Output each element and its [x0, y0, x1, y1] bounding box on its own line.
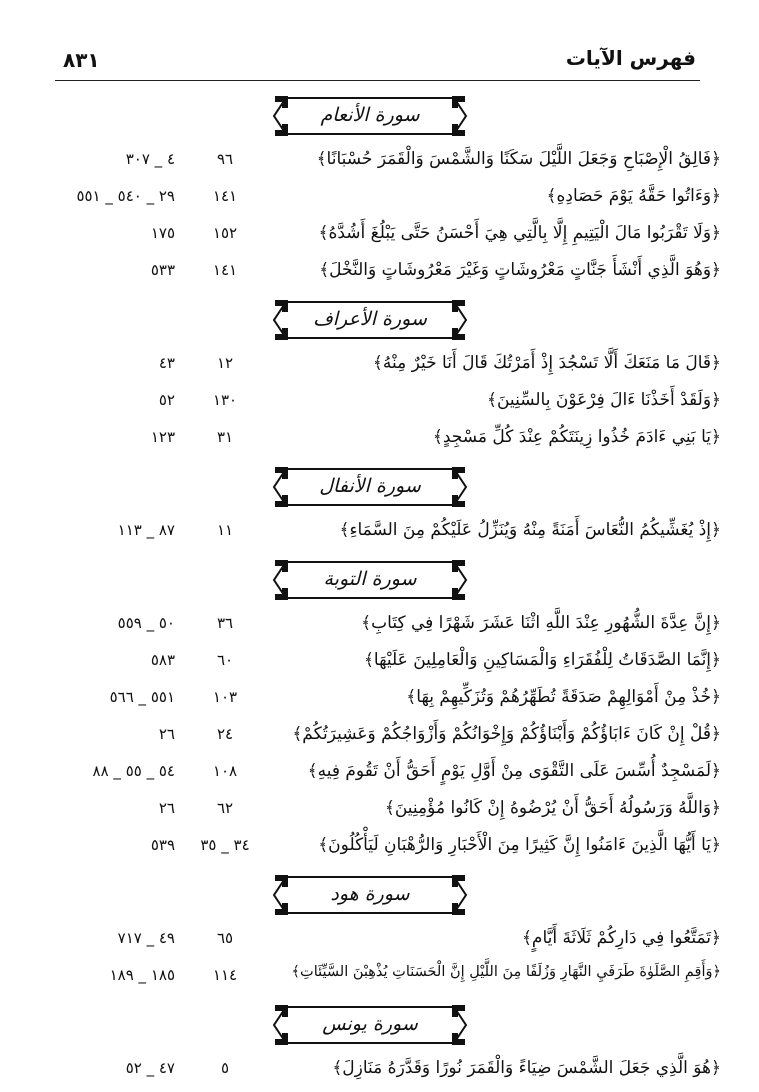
surah-banner	[272, 556, 468, 604]
page-number: ٨٣١	[63, 48, 100, 72]
verse-number: ١٠٣	[212, 688, 238, 706]
page-references: ٥٠ _ ٥٥٩	[117, 614, 175, 632]
verse-number: ١٥٢	[212, 224, 238, 242]
verse-number: ١٢	[216, 354, 234, 372]
surah-banner	[272, 871, 468, 919]
verse-text: ﴿إِذْ يُغَشِّيكُمُ النُّعَاسَ أَمَنَةً مِنْهُ وَيُنَزِّلُ عَلَيْكُمْ مِنَ السَّمَاءِ﴾	[339, 520, 721, 540]
page-references: ٤ _ ٣٠٧	[125, 150, 175, 168]
surah-banner	[272, 463, 468, 511]
verse-number: ٢٤	[216, 725, 234, 743]
verse-row	[0, 682, 759, 719]
verse-number: ٥	[220, 1059, 230, 1077]
surah-banner	[272, 1001, 468, 1049]
surah-banner	[272, 296, 468, 344]
verse-text: ﴿فَالِقُ الْإِصْبَاحِ وَجَعَلَ اللَّيْلَ سَكَنًا وَالشَّمْسَ وَالْقَمَرَ حُسْبَانًا﴾	[316, 149, 721, 169]
verse-number: ٦٠	[216, 651, 234, 669]
verse-number: ٣٦	[216, 614, 234, 632]
verse-text: ﴿لَمَسْجِدٌ أُسِّسَ عَلَى التَّقْوَى مِنْ أَوَّلِ يَوْمٍ أَحَقُّ أَنْ تَقُومَ فِيهِ﴾	[307, 761, 721, 781]
surah-title: سورة الأنفال	[319, 475, 421, 497]
page-references: ٥٥١ _ ٥٦٦	[109, 688, 175, 706]
verse-row	[0, 830, 759, 867]
verse-row	[0, 144, 759, 181]
verse-row	[0, 255, 759, 292]
page-references: ٢٦	[158, 799, 175, 817]
verse-number: ١٠٨	[212, 762, 238, 780]
verse-number: ١٤١	[212, 261, 238, 279]
verse-row	[0, 515, 759, 552]
verse-row	[0, 348, 759, 385]
page-references: ١٧٥	[150, 224, 175, 242]
verse-text: ﴿يَا أَيُّهَا الَّذِينَ ءَامَنُوا إِنَّ كَثِيرًا مِنَ الْأَحْبَارِ وَالرُّهْبَانِ لَيَأْكُلُونَ﴾	[318, 835, 721, 855]
verse-index	[0, 88, 759, 1090]
page-references: ٤٧ _ ٥٢	[125, 1059, 175, 1077]
verse-row	[0, 422, 759, 459]
verse-row	[0, 608, 759, 645]
page-references: ٥٤ _ ٥٥ _ ٨٨	[92, 762, 175, 780]
surah-title: سورة يونس	[322, 1013, 418, 1035]
page-header	[55, 44, 700, 81]
surah-header	[0, 292, 759, 348]
verse-text: ﴿تَمَتَّعُوا فِي دَارِكُمْ ثَلَاثَةَ أَيَّامٍ﴾	[521, 928, 721, 948]
verse-text: ﴿وَأَقِمِ الصَّلَوٰةَ طَرَفَيِ النَّهَارِ وَزُلَفًا مِنَ اللَّيْلِ إِنَّ الْحَسَنَاتِ يُذْهِبْنَ السَّيِّئَاتِ﴾	[291, 964, 721, 980]
verse-text: ﴿قَالَ مَا مَنَعَكَ أَلَّا تَسْجُدَ إِذْ أَمَرْتُكَ قَالَ أَنَا خَيْرٌ مِنْهُ﴾	[372, 353, 721, 373]
page-references: ٥٨٣	[150, 651, 175, 669]
verse-text: ﴿وَهُوَ الَّذِي أَنْشَأَ جَنَّاتٍ مَعْرُوشَاتٍ وَغَيْرَ مَعْرُوشَاتٍ وَالنَّخْلَ﴾	[319, 260, 721, 280]
verse-text: ﴿إِنَّ عِدَّةَ الشُّهُورِ عِنْدَ اللَّهِ اثْنَا عَشَرَ شَهْرًا فِي كِتَابِ﴾	[361, 613, 721, 633]
page-references: ٤٩ _ ٧١٧	[117, 929, 175, 947]
verse-number: ٦٥	[216, 929, 234, 947]
page-references: ٤٣	[158, 354, 175, 372]
verse-text: ﴿وَلَقَدْ أَخَذْنَا ءَالَ فِرْعَوْنَ بِالسِّنِينَ﴾	[487, 390, 721, 410]
verse-number: ١١	[216, 521, 234, 539]
verse-text: ﴿يَا بَنِي ءَادَمَ خُذُوا زِينَتَكُمْ عِنْدَ كُلِّ مَسْجِدٍ﴾	[432, 427, 721, 447]
surah-header	[0, 88, 759, 144]
verse-text: ﴿قُلْ إِنْ كَانَ ءَابَاؤُكُمْ وَأَبْنَاؤُكُمْ وَإِخْوَانُكُمْ وَأَزْوَاجُكُمْ وَعَشِيرَتُكُمْ﴾	[292, 724, 721, 744]
verse-text: ﴿وَءَاتُوا حَقَّهُ يَوْمَ حَصَادِهِ﴾	[546, 186, 721, 206]
page-references: ٢٦	[158, 725, 175, 743]
surah-header	[0, 997, 759, 1053]
page-references: ٥٣٩	[150, 836, 175, 854]
surah-title: سورة الأنعام	[320, 104, 420, 126]
verse-text: ﴿إِنَّمَا الصَّدَقَاتُ لِلْفُقَرَاءِ وَالْمَسَاكِينِ وَالْعَامِلِينَ عَلَيْهَا﴾	[363, 650, 721, 670]
page-references: ١٢٣	[150, 428, 175, 446]
verse-row	[0, 181, 759, 218]
verse-text: ﴿وَاللَّهُ وَرَسُولُهُ أَحَقُّ أَنْ يُرْضُوهُ إِنْ كَانُوا مُؤْمِنِينَ﴾	[384, 798, 721, 818]
verse-number: ١١٤	[212, 966, 238, 984]
verse-text: ﴿هُوَ الَّذِي جَعَلَ الشَّمْسَ ضِيَاءً وَالْقَمَرَ نُورًا وَقَدَّرَهُ مَنَازِلَ﴾	[332, 1058, 721, 1078]
verse-number: ٣١	[216, 428, 234, 446]
page-references: ٥٣٣	[150, 261, 175, 279]
verse-number: ٩٦	[216, 150, 234, 168]
surah-title: سورة الأعراف	[313, 308, 427, 330]
verse-row	[0, 719, 759, 756]
verse-row	[0, 645, 759, 682]
page-references: ٢٩ _ ٥٤٠ _ ٥٥١	[76, 187, 175, 205]
page-references: ١٨٥ _ ١٨٩	[109, 966, 175, 984]
verse-row	[0, 218, 759, 255]
verse-text: ﴿خُذْ مِنْ أَمْوَالِهِمْ صَدَقَةً تُطَهِّرُهُمْ وَتُزَكِّيهِمْ بِهَا﴾	[406, 687, 721, 707]
verse-row	[0, 923, 759, 960]
page-title: فهرس الآيات	[565, 46, 696, 70]
page-references: ٨٧ _ ١١٣	[117, 521, 175, 539]
page-references: ٥٢	[158, 391, 175, 409]
surah-header	[0, 552, 759, 608]
verse-row	[0, 793, 759, 830]
surah-title: سورة التوبة	[323, 568, 417, 590]
verse-number: ٣٤ _ ٣٥	[200, 836, 250, 854]
verse-number: ٦٢	[216, 799, 234, 817]
verse-row	[0, 756, 759, 793]
verse-row	[0, 385, 759, 422]
verse-row	[0, 960, 759, 997]
surah-banner	[272, 92, 468, 140]
surah-title: سورة هود	[330, 883, 410, 905]
verse-number: ١٤١	[212, 187, 238, 205]
verse-text: ﴿وَلَا تَقْرَبُوا مَالَ الْيَتِيمِ إِلَّا بِالَّتِي هِيَ أَحْسَنُ حَتَّى يَبْلُغَ أَشُدَّهُ﴾	[318, 223, 721, 243]
verse-row	[0, 1053, 759, 1090]
verse-number: ١٣٠	[212, 391, 238, 409]
surah-header	[0, 867, 759, 923]
surah-header	[0, 459, 759, 515]
